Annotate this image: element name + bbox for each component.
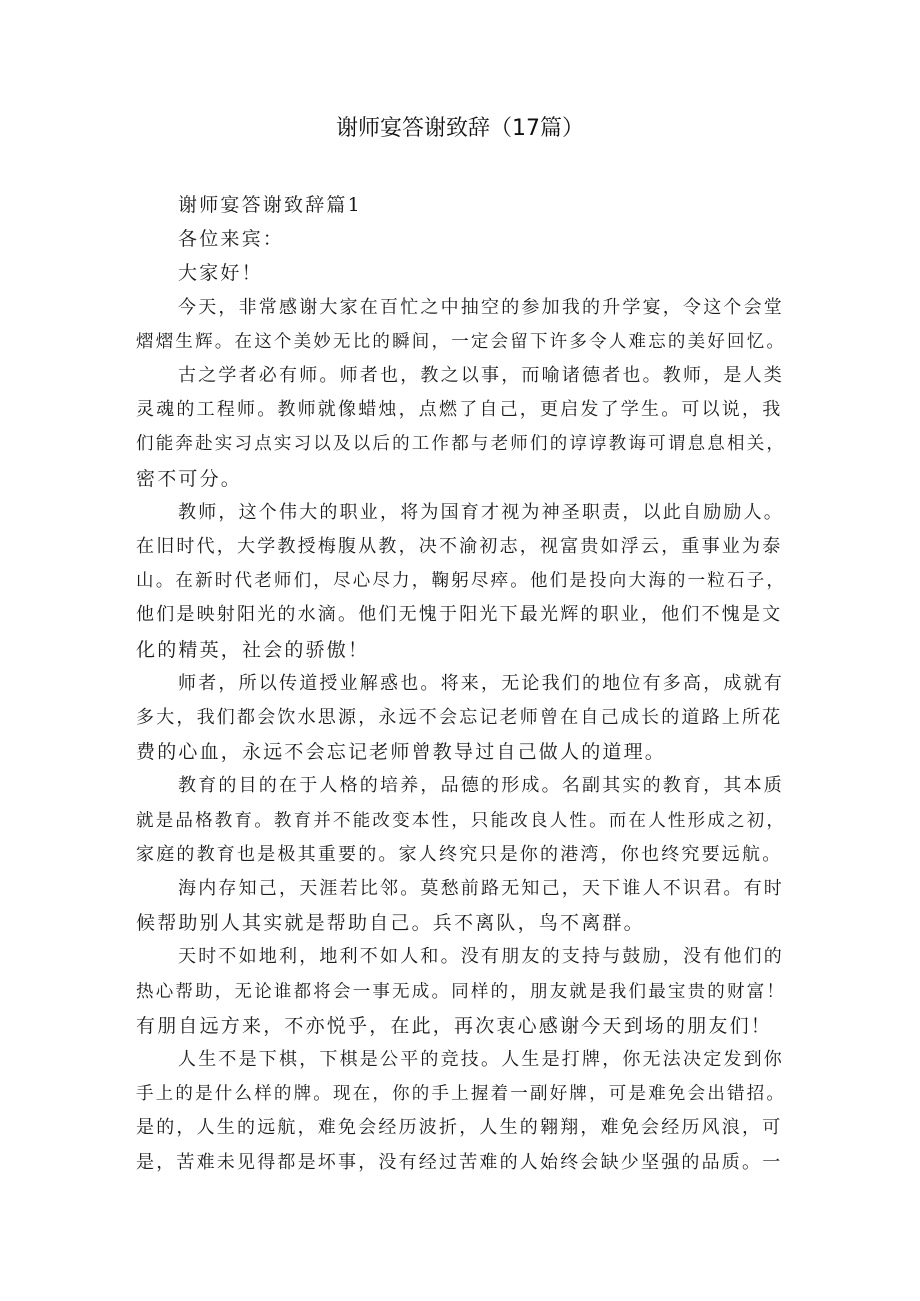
paragraph-line: 他们是映射阳光的水滴。他们无愧于阳光下最光辉的职业，他们不愧是文 xyxy=(136,604,783,626)
document-body xyxy=(136,188,788,1180)
paragraph-line: 有朋自远方来，不亦悦乎，在此，再次衷心感谢今天到场的朋友们！ xyxy=(136,1014,773,1037)
section-heading: 谢师宴答谢致辞篇1 xyxy=(178,194,362,216)
paragraph-line: 热心帮助，无论谁都将会一事无成。同样的，朋友就是我们最宝贵的财富！ xyxy=(136,981,787,1002)
paragraph-line: 是，苦难未见得都是坏事，没有经过苦难的人始终会缺少坚强的品质。一 xyxy=(136,1151,783,1173)
paragraph-line: 手上的是什么样的牌。现在，你的手上握着一副好牌，可是难免会出错招。 xyxy=(136,1084,787,1105)
paragraph-line: 密不可分。 xyxy=(136,467,243,490)
salutation-greeting: 大家好！ xyxy=(178,262,263,285)
paragraph-line: 熠熠生辉。在这个美妙无比的瞬间，一定会留下许多令人难忘的美好回忆。 xyxy=(136,331,787,352)
paragraph-line: 费的心血，永远不会忘记老师曾教导过自己做人的道理。 xyxy=(136,741,667,764)
paragraph-line: 们能奔赴实习点实习以及以后的工作都与老师们的谆谆教诲可谓息息相关， xyxy=(136,434,787,455)
paragraph-line: 教育的目的在于人格的培养，品德的形成。名副其实的教育，其本质 xyxy=(178,775,784,797)
paragraph-line: 古之学者必有师。师者也，教之以事，而喻诸德者也。教师，是人类 xyxy=(178,365,784,387)
paragraph-line: 人生不是下棋，下棋是公平的竞技。人生是打牌，你无法决定发到你 xyxy=(178,1049,784,1071)
paragraph-line: 是的，人生的远航，难免会经历波折，人生的翱翔，难免会经历风浪，可 xyxy=(136,1117,783,1139)
paragraph-line: 天时不如地利，地利不如人和。没有朋友的支持与鼓励，没有他们的 xyxy=(178,946,784,968)
salutation-guests: 各位来宾： xyxy=(178,228,285,251)
paragraph-line: 多大，我们都会饮水思源，永远不会忘记老师曾在自己成长的道路上所花 xyxy=(136,707,783,729)
paragraph-line: 在旧时代，大学教授梅腹从教，决不渝初志，视富贵如浮云，重事业为泰 xyxy=(136,536,783,558)
paragraph-line: 化的精英，社会的骄傲！ xyxy=(136,638,370,661)
paragraph-line: 教师，这个伟大的职业，将为国育才视为神圣职责，以此自励励人。 xyxy=(178,501,784,523)
paragraph-line: 海内存知己，天涯若比邻。莫愁前路无知己，天下谁人不识君。有时 xyxy=(178,878,784,900)
paragraph-line: 今天，非常感谢大家在百忙之中抽空的参加我的升学宴，令这个会堂 xyxy=(178,296,784,318)
document-title: 谢师宴答谢致辞（17篇） xyxy=(336,116,584,141)
paragraph-line: 灵魂的工程师。教师就像蜡烛，点燃了自己，更启发了学生。可以说，我 xyxy=(136,399,783,421)
paragraph-line: 候帮助别人其实就是帮助自己。兵不离队，鸟不离群。 xyxy=(136,912,645,935)
paragraph-line: 师者，所以传道授业解惑也。将来，无论我们的地位有多高，成就有 xyxy=(178,672,784,694)
paragraph-line: 就是品格教育。教育并不能改变本性，只能改良人性。而在人性形成之初， xyxy=(136,810,787,831)
paragraph-line: 家庭的教育也是极其重要的。家人终究只是你的港湾，你也终究要远航。 xyxy=(136,843,783,865)
paragraph-line: 山。在新时代老师们，尽心尽力，鞠躬尽瘁。他们是投向大海的一粒石子， xyxy=(136,571,787,592)
